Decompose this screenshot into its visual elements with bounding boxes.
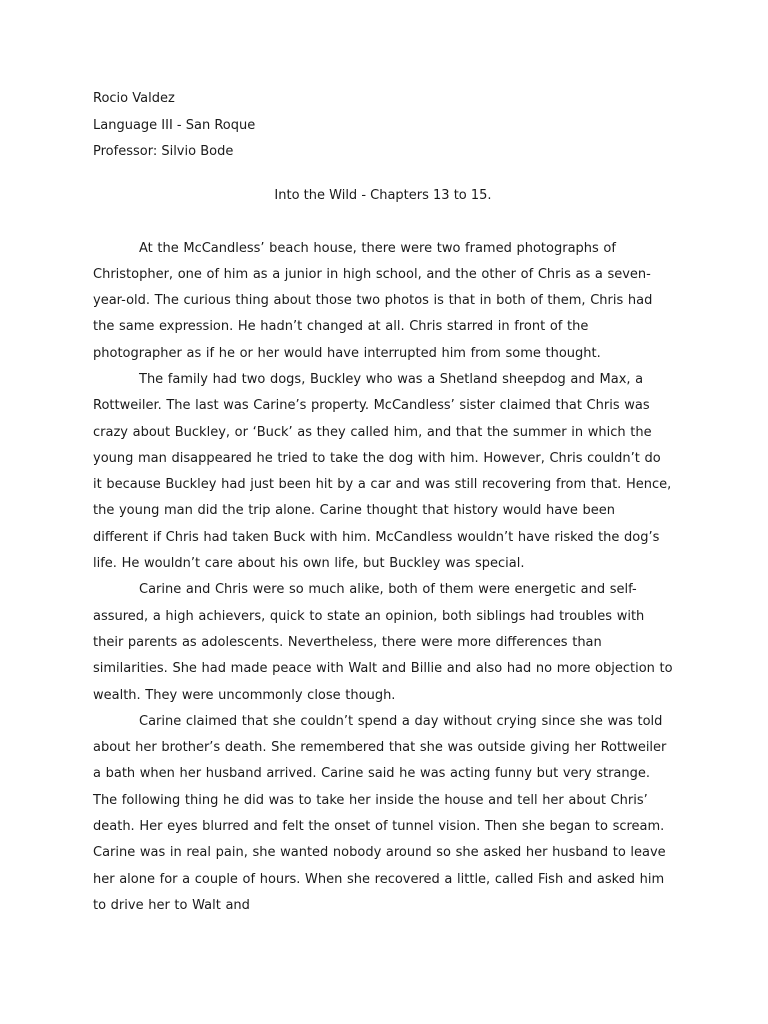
document-page xyxy=(93,86,673,919)
course-name: Language III - San Roque xyxy=(93,117,256,133)
professor-name: Professor: Silvio Bode xyxy=(93,144,234,159)
paragraph-4: Carine claimed that she couldn’t spend a day without crying since she was told about her brother’s death. She remembered that she was outside giving her Rottweiler a bath when her husband arrived. Carine said he was acting funny but very strange. The following thing he did was to take her inside the house and tell her about Chris’ death. Her eyes blurred and felt the onset of tunnel vision. Then she began to scream. Carine was in real pain, she wanted nobody around so she asked her husband to leave her alone for a couple of hours. When she recovered a little, called Fish and asked him to drive her to Walt and xyxy=(93,713,667,913)
author-name: Rocio Valdez xyxy=(93,91,175,106)
document-title: Into the Wild - Chapters 13 to 15. xyxy=(274,187,492,203)
paragraph-3: Carine and Chris were so much alike, both of them were energetic and self-assured, a high achievers, quick to state an opinion, both siblings had troubles with their parents as adolescents. Nevertheless, there were more differences than similarities. She had made peace with Walt and Billie and also had no more objection to wealth. They were uncommonly close though. xyxy=(93,582,673,703)
paragraph-2: The family had two dogs, Buckley who was a Shetland sheepdog and Max, a Rottweiler. The last was Carine’s property. McCandless’ sister claimed that Chris was crazy about Buckley, or ‘Buck’ as they called him, and that the summer in which the young man disappeared he tried to take the dog with him. However, Chris couldn’t do it because Buckley had just been hit by a car and was still recovering from that. Hence, the young man did the trip alone. Carine thought that history would have been different if Chris had taken Buck with him. McCandless wouldn’t have risked the dog’s life. He wouldn’t care about his own life, but Buckley was special. xyxy=(93,371,672,572)
paragraph-1: At the McCandless’ beach house, there were two framed photographs of Christopher, one of him as a junior in high school, and the other of Chris as a seven-year-old. The curious thing about those two photos is that in both of them, Chris had the same expression. He hadn’t changed at all. Chris starred in front of the photographer as if he or her would have interrupted him from some thought. xyxy=(93,240,653,361)
